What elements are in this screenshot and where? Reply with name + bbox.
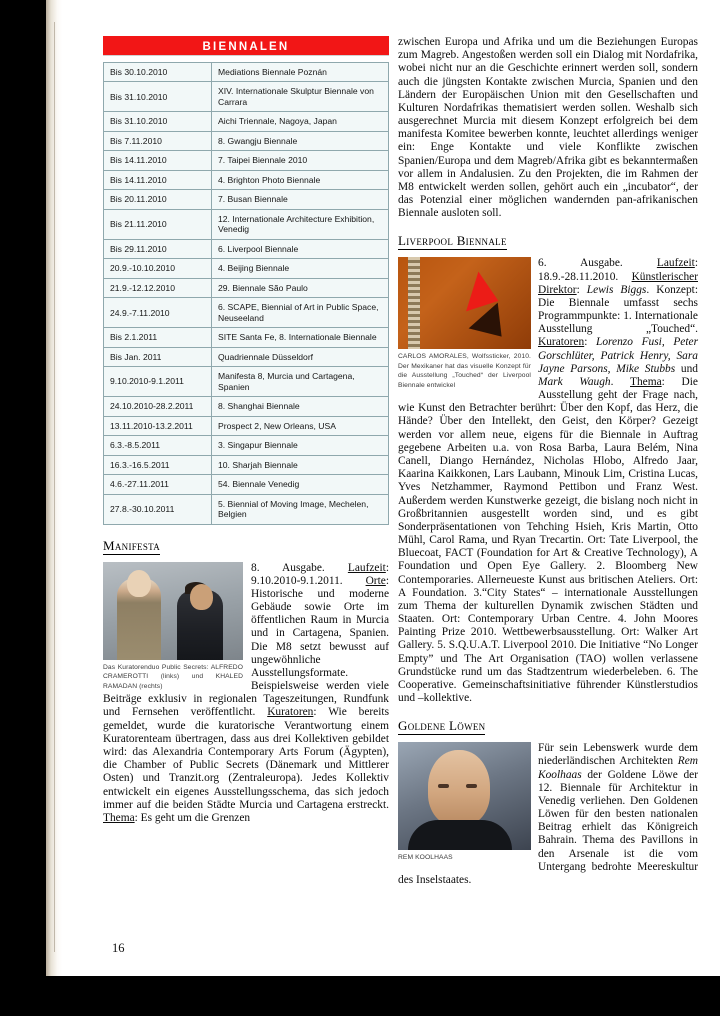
table-row [104,131,389,150]
row-date: 13.11.2010-13.2.2011 [104,416,212,435]
continuation-text: zwischen Europa und Afrika und um die Beziehungen Europas zum Magreb. Angestoßen werden soll ein Dialog mit Nordafrika, wobei nicht nur an die Geschichte erinnert werden soll, sondern auch die jüngsten Kontakte zwischen Murcia, Spanien und den Ländern der Europäischen Union mit den Gesellschaften und Kulturen Nordafrikas thematisiert werden sollen. Weshalb sich ausgerechnet Murcia mit diesem Konzept erfolgreich bei dem manifesta Komitee bewerben konnte, leuchtet allerdings weniger ein: Enge Kontakte und viele Konflikte zwischen Spanien/Europa und dem Magreb/Afrika gibt es bekanntermaßen vor allem in Andalusien. Zu den Projekten, die im Rahmen der M8 entwickelt werden sollen, gehört auch ein „incubator“, der das Potenzial einer möglichen wandernden pan-afrikanischen Biennale ausloten soll. [398,36,698,220]
amorales-photo [398,257,531,349]
row-name: 3. Singapur Biennale [212,436,389,455]
page-sheet [46,0,720,976]
manifesta-orte: : Historische und moderne Gebäude sowie Orte im öffentlichen Raum in Murcia und in Cartagena, Spanien. Die M8 setzt bewusst auf ungewöhnliche Ausstellungsformate. Beispielsweise werden viele Beiträge exklusiv in regionalen Tageszeitungen, Rundfunk und Fernsehen veröffentlicht. [103,574,389,719]
liverpool-kurator-last: Mark Waugh [538,375,611,388]
table-row [104,190,389,209]
table-row [104,475,389,494]
liverpool-article [398,257,698,705]
row-date: Bis 20.11.2010 [104,190,212,209]
biennalen-header-title: BIENNALEN [202,41,290,53]
table-row [104,367,389,397]
label-kuenstlerischer-direktor: Künstlerischer Direktor [538,270,698,296]
manifesta-kuratoren: : Wie bereits gemeldet, wurde die kuratorische Verantwortung einem Kuratorenteam übertragen, dass aus drei Kollektiven gebildet wird: das Alexandria Contemporary Arts Forum (Ägypten), die Chamber of Public Secrets (Dänemark und Mittlerer Osten) und Tranzit.org (Zentraleuropa). Jedes Kollektiv entwickelt ein eigenes Ausstellungsschema, das sich jedoch immer auf die beiden Städte Murcia und Cartagena erstreckt. [103,706,390,811]
table-row [104,63,389,82]
row-name: 8. Gwangju Biennale [212,131,389,150]
label-orte: Orte [365,574,386,587]
goldene-loewen-article [398,742,698,887]
label-kuratoren: Kuratoren [267,706,314,719]
row-name: 8. Shanghai Biennale [212,397,389,416]
manifesta-figure [103,562,243,692]
row-name: 7. Busan Biennale [212,190,389,209]
liverpool-direktor-name: Lewis Biggs [586,283,647,296]
page-columns [46,0,720,976]
row-date: Bis Jan. 2011 [104,347,212,366]
scan-bottom-band [0,976,720,1016]
manifesta-heading: Manifesta [103,537,161,553]
label-thema: Thema [103,811,135,824]
label-laufzeit: Laufzeit [347,561,386,574]
row-date: Bis 30.10.2010 [104,63,212,82]
liverpool-heading-wrap [398,232,698,250]
photo-zipper [408,257,420,349]
photo-shadow-shape [469,298,510,337]
table-row [104,328,389,347]
table-row [104,151,389,170]
table-row [104,436,389,455]
manifesta-article [103,562,389,825]
row-name: 6. Liverpool Biennale [212,239,389,258]
liverpool-thema: : Die Ausstellung geht der Frage nach, wie Kunst den Betrachter berührt: Über den Kopf, das Herz, die Hände? Über den Intellekt, den Geist, den Körper? Gezeigt werden vor allem neue, eigens für die Biennale in Auftrag gegebene Arbeiten u.a. von Rosa Barba, Laura Belém, Nina Canell, Diango Hernández, Nicholas Hlobo, Alfredo Jaar, Kaarina Kaikkonen, Lars Laubann, Minouk Lim, Cristina Lucas, Yves Netzhammer, Raymond Pettibon und Franz West. Außerdem werden Kunstwerke gezeigt, die bislang noch nicht in Großbritannien ausgestellt worden sind, und es gibt Sonderpräsentationen von Tehching Hsieh, Kris Martin, Otto Mühl, Carol Rama, und Ryan Trecartin. Ort: Tate Liverpool, the Bluecoat, FACT (Foundation for Art & Creative Technology), A Foundation und Open Eye Gallery. 2. Bloomberg New Contemporaries. Allerneueste Kunst aus britischen Ateliers. Ort: A Foundation. 3.“City States“ – internationale Ausstellungen zum Thema der kulturellen Dynamik zwischen Städten und Staaten. Ort: Contemporary Urban Centre. 4. John Moores Painting Prize 2010. Wettbewerbsausstellung. Ort: Walker Art Gallery. 5. S.Q.U.A.T. Liverpool 2010. Die Initiative “No Longer Empty” und The Art Organisation (TAO) wollen verlassene Grundstücke rund um das Stadtzentrum wiederbeleben. 6. The Cooperative. Gemeinschaftsinitiative führender Künstlerstudios und –kollektive. [398,375,698,705]
row-name: 4. Brighton Photo Biennale [212,170,389,189]
photo-torso [408,820,512,850]
row-date: 16.3.-16.5.2011 [104,455,212,474]
row-name: 54. Biennale Venedig [212,475,389,494]
right-column [398,36,698,887]
page-gutter-line [54,22,55,952]
table-row [104,259,389,278]
koolhaas-figure [398,742,531,863]
row-date: 20.9.-10.10.2010 [104,259,212,278]
row-date: Bis 14.11.2010 [104,151,212,170]
table-row [104,416,389,435]
row-date: Bis 31.10.2010 [104,112,212,131]
table-row [104,347,389,366]
manifesta-laufzeit: : 9.10.2010-9.1.2011. [251,561,389,587]
row-date: Bis 14.11.2010 [104,170,212,189]
row-date: 21.9.-12.12.2010 [104,278,212,297]
manifesta-continuation [398,36,698,220]
liverpool-figure-caption: CARLOS AMORALES, Wolfssticker, 2010. Der Mexikaner hat das visuelle Konzept für die Ausstellung „Touched“ der Liverpool Biennale entwickel [398,353,531,389]
architect-name: Rem Koolhaas [538,755,698,781]
table-row [104,112,389,131]
liverpool-body-text: 6. Ausgabe. Laufzeit: 18.9.-28.11.2010. Künstlerischer Direktor: Lewis Biggs. Konzept: Die Biennale umfasst sechs Programmpunkte: 1. Internationale Ausstellung „Touched“. Kuratoren: Lorenzo Fusi, Peter Gorschlüter, Patrick Henry, Sara Jayne Parsons, Mike Stubbs und Mark Waugh. Thema: Die Ausstellung geht der Frage nach, wie Kunst den Betrachter berührt: Über den Kopf, das Herz, die Hände? Über den Intellekt, den Geist, den Körper? Gezeigt werden vor allem neue, eigens für die Biennale in Auftrag gegebene Arbeiten u.a. von Rosa Barba, Laura Belém, Nina Canell, Diango Hernández, Nicholas Hlobo, Alfredo Jaar, Kaarina Kaikkonen, Lars Laubann, Minouk Lim, Cristina Lucas, Yves Netzhammer, Raymond Pettibon und Franz West. Außerdem werden Kunstwerke gezeigt, die bislang noch nicht in Großbritannien ausgestellt worden sind, und es gibt Sonderpräsentationen von Tehching Hsieh, Kris Martin, Otto Mühl, Carol Rama, und Ryan Trecartin. Ort: Tate Liverpool, the Bluecoat, FACT (Foundation for Art & Creative Technology), A Foundation und Open Eye Gallery. 2. Bloomberg New Contemporaries. Allerneueste Kunst aus britischen Ateliers. Ort: A Foundation. 3.“City States“ – internationale Ausstellungen zum Thema der kulturellen Dynamik zwischen Städten und Staaten. Ort: Contemporary Urban Centre. 4. John Moores Painting Prize 2010. Wettbewerbsausstellung. Ort: Walker Art Gallery. 5. S.Q.U.A.T. Liverpool 2010. Die Initiative “No Longer Empty” und The Art Organisation (TAO) wollen verlassene Grundstücke rund um das Stadtzentrum wiederbeleben. 6. The Cooperative. Gemeinschaftsinitiative führender Künstlerstudios und –kollektive. [398,257,698,705]
photo-head [428,750,490,826]
liverpool-laufzeit: : 18.9.-28.11.2010. [538,257,698,283]
row-date: 9.10.2010-9.1.2011 [104,367,212,397]
row-name: 6. SCAPE, Biennial of Art in Public Space, Neuseeland [212,298,389,328]
liverpool-kuratoren-names: Lorenzo Fusi, Peter Gorschlüter, Patrick Henry, Sara Jayne Parsons, Mike Stubbs [538,336,698,375]
row-date: Bis 21.11.2010 [104,209,212,239]
page-number: 16 [112,941,125,955]
row-date: Bis 29.11.2010 [104,239,212,258]
curators-photo [103,562,243,660]
photo-head-right [190,584,213,610]
row-name: Prospect 2, New Orleans, USA [212,416,389,435]
table-row [104,82,389,112]
row-name: Mediations Biennale Poznán [212,63,389,82]
left-column [103,36,389,825]
row-date: 6.3.-8.5.2011 [104,436,212,455]
row-name: 7. Taipei Biennale 2010 [212,151,389,170]
row-date: 27.8.-30.10.2011 [104,494,212,524]
row-date: Bis 2.1.2011 [104,328,212,347]
label-kuratoren: Kuratoren [538,336,585,349]
label-thema: Thema [630,375,662,388]
manifesta-thema: : Es geht um die Grenzen [134,811,251,824]
label-laufzeit: Laufzeit [656,257,695,270]
row-name: 10. Sharjah Biennale [212,455,389,474]
row-name: Aichi Triennale, Nagoya, Japan [212,112,389,131]
koolhaas-photo [398,742,531,850]
row-name: 29. Biennale São Paulo [212,278,389,297]
row-name: 12. Internationale Architecture Exhibition, Venedig [212,209,389,239]
table-row [104,298,389,328]
row-date: 4.6.-27.11.2011 [104,475,212,494]
biennale-table [103,62,389,525]
manifesta-intro: 8. Ausgabe. [251,561,348,574]
photo-eye-left [438,784,449,788]
table-row [104,494,389,524]
goldene-loewen-heading: Goldene Löwen [398,718,486,734]
row-date: 24.10.2010-28.2.2011 [104,397,212,416]
table-row [104,397,389,416]
biennale-table-body [104,63,389,525]
row-name: Quadriennale Düsseldorf [212,347,389,366]
table-row [104,455,389,474]
row-name: 4. Beijing Biennale [212,259,389,278]
liverpool-intro: 6. Ausgabe. [538,257,657,270]
koolhaas-figure-caption: REM KOOLHAAS [398,854,453,862]
biennalen-header-bar [103,36,389,55]
photo-eye-right [466,784,477,788]
table-row [104,239,389,258]
liverpool-figure [398,257,531,390]
manifesta-heading-wrap [103,537,389,555]
liverpool-kuratoren-tail: und [675,362,698,375]
table-row [104,209,389,239]
photo-head-left [127,570,151,597]
row-date: Bis 31.10.2010 [104,82,212,112]
goldene-loewen-text-2: der Goldene Löwe der 12. Biennale für Architektur in Venedig verliehen. Den Goldenen Löwen für den besten nationalen Beitrag erhielt das Königreich Bahrain. Thema des Pavillons in den Arsenale ist die vom Untergang bedrohte Meereskultur des Inselstaates. [398,768,698,886]
liverpool-heading: Liverpool Biennale [398,233,507,249]
table-row [104,278,389,297]
row-date: 24.9.-7.11.2010 [104,298,212,328]
row-name: Manifesta 8, Murcia und Cartagena, Spanien [212,367,389,397]
row-date: Bis 7.11.2010 [104,131,212,150]
goldene-loewen-text-1: Für sein Lebenswerk wurde dem niederländischen Architekten [538,742,698,768]
manifesta-figure-caption: Das Kuratorenduo Public Secrets: ALFREDO CRAMEROTTI (links) und KHALED RAMADAN (rechts) [103,663,243,690]
row-name: XIV. Internationale Skulptur Biennale von Carrara [212,82,389,112]
row-name: SITE Santa Fe, 8. Internationale Biennale [212,328,389,347]
row-name: 5. Biennial of Moving Image, Mechelen, Belgien [212,494,389,524]
liverpool-konzept: . Konzept: Die Biennale umfasst sechs Programmpunkte: 1. Internationale Ausstellung „Touched“. [538,283,698,336]
goldene-loewen-heading-wrap [398,717,698,735]
table-row [104,170,389,189]
